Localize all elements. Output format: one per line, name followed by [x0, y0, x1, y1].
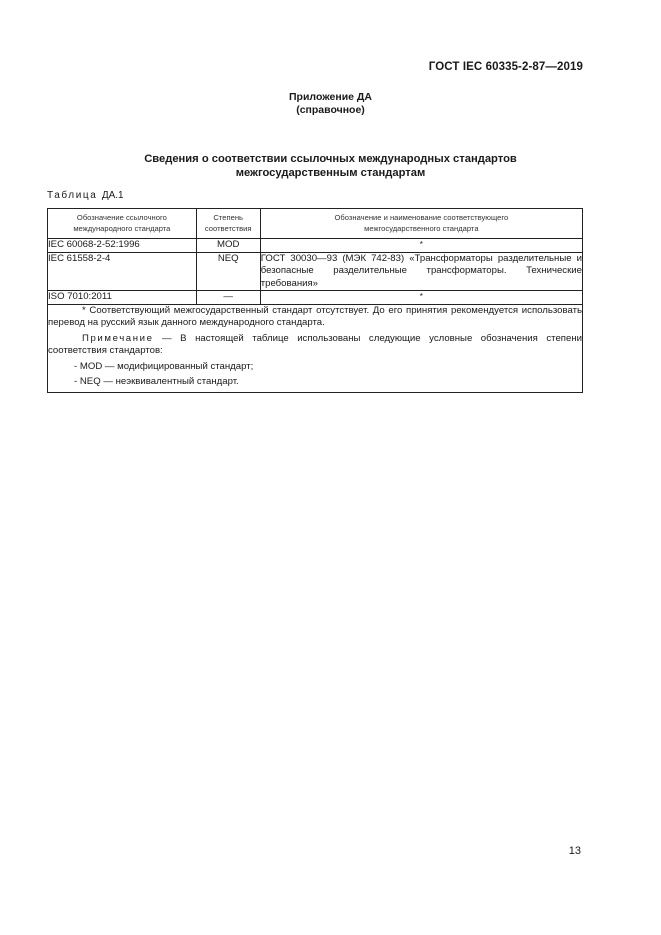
cell-interstate: ГОСТ 30030—93 (МЭК 742-83) «Трансформаторы разделительные и безопасные разделительные трансформаторы. Технические требования» [260, 252, 582, 289]
legend-item-neq: - NEQ — неэквивалентный стандарт. [74, 376, 239, 387]
table-row [48, 252, 583, 291]
legend-item-mod: - MOD — модифицированный стандарт; [74, 360, 254, 372]
note-label: Примечание [82, 332, 154, 344]
table-caption-number: ДА.1 [101, 190, 124, 201]
table-caption [47, 190, 124, 201]
table-row [48, 239, 583, 253]
cell-interstate: * [260, 239, 582, 253]
table-note [48, 333, 582, 358]
annex-subtitle: (справочное) [296, 104, 365, 116]
column-header-degree: Степень соответствия [196, 209, 260, 239]
page-number: 13 [568, 845, 581, 857]
cell-standard: IEC 61558-2-4 [48, 252, 197, 291]
cell-degree: MOD [196, 239, 260, 253]
note-text: — В настоящей таблице использованы следующие условные обозначения степени соответствия стандартов: [48, 332, 582, 356]
annex-title: Приложение ДА [289, 91, 372, 103]
standards-table [47, 208, 583, 393]
cell-standard: ISO 7010:2011 [48, 291, 197, 305]
table-row [48, 291, 583, 305]
table-caption-label: Таблица [47, 190, 98, 201]
cell-degree: NEQ [196, 252, 260, 291]
cell-interstate: * [260, 291, 582, 305]
table-notes [48, 304, 583, 392]
section-heading [0, 152, 661, 180]
table-notes-row [48, 304, 583, 392]
column-header-interstate: Обозначение и наименование соответствующего межгосударственного стандарта [260, 209, 582, 239]
section-heading-line1: Сведения о соответствии ссылочных международных стандартов [144, 153, 517, 165]
cell-standard: IEC 60068-2-52:1996 [48, 239, 197, 253]
section-heading-line2: межгосударственным стандартам [235, 167, 426, 179]
column-header-standard: Обозначение ссылочного международного стандарта [48, 209, 197, 239]
cell-degree: — [196, 291, 260, 305]
table-footnote: * Соответствующий межгосударственный стандарт отсутствует. До его принятия рекомендуется использовать перевод на русский язык данного международного стандарта. [48, 304, 582, 328]
table-header-row [48, 209, 583, 239]
document-code: ГОСТ IEC 60335-2-87—2019 [428, 61, 583, 73]
